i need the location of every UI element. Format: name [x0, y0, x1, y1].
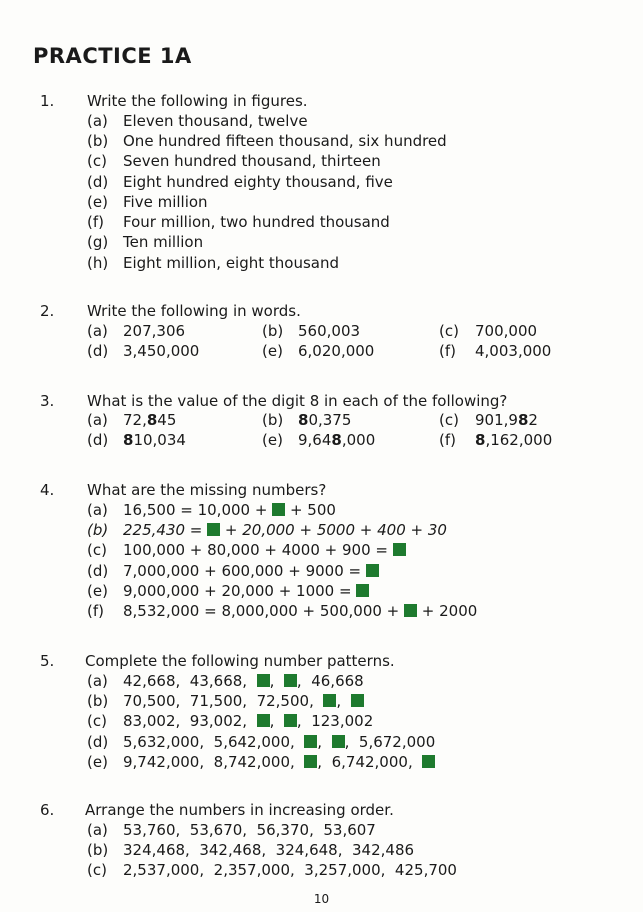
item-text: Eleven thousand, twelve	[123, 112, 308, 130]
answer-box	[304, 735, 317, 748]
item-label: (e)	[87, 753, 108, 771]
answer-box	[207, 523, 220, 536]
item-label: (d)	[87, 342, 109, 360]
page-number: 10	[313, 892, 330, 906]
item-text: 560,003	[298, 322, 361, 340]
item-text: 4,003,000	[475, 342, 552, 360]
list-item	[87, 712, 373, 732]
list-item	[439, 411, 538, 429]
item-label: (a)	[87, 501, 108, 519]
item-text: Four million, two hundred thousand	[123, 213, 390, 231]
question-number: 6.	[40, 801, 55, 819]
answer-box	[393, 543, 406, 556]
item-label: (c)	[87, 712, 107, 730]
item-label: (a)	[87, 411, 108, 429]
highlighted-digit: 8	[475, 431, 486, 449]
item-text: 3,450,000	[123, 342, 200, 360]
list-row	[87, 431, 607, 451]
list-row	[87, 342, 607, 362]
equation-right: + 20,000 + 5000 + 400 + 30	[220, 521, 447, 539]
highlighted-digit: 8	[146, 411, 158, 429]
list-item	[87, 112, 308, 132]
pattern-text: 83,002, 93,002,	[123, 712, 257, 730]
list-item	[87, 501, 336, 521]
number-part: 9,64	[298, 431, 332, 449]
item-text: Eight hundred eighty thousand, five	[123, 173, 393, 191]
equation-left: 100,000 + 80,000 + 4000 + 900 =	[123, 541, 393, 559]
item-label: (c)	[87, 861, 107, 879]
pattern-text: , 46,668	[296, 672, 364, 690]
number-part: ,000	[341, 431, 376, 449]
list-item	[87, 213, 390, 233]
pattern-text: , 6,742,000,	[317, 753, 423, 771]
list-item	[87, 753, 435, 773]
question-prompt: Complete the following number patterns.	[85, 652, 395, 670]
item-label: (b)	[87, 132, 109, 150]
item-text: 324,468, 342,468, 324,648, 342,486	[123, 841, 415, 859]
number-part: 45	[157, 411, 177, 429]
question-number: 4.	[40, 481, 55, 499]
question-prompt: What are the missing numbers?	[87, 481, 327, 499]
pattern-text: 5,632,000, 5,642,000,	[123, 733, 305, 751]
item-label: (e)	[87, 582, 108, 600]
item-text: 2,537,000, 2,357,000, 3,257,000, 425,700	[123, 861, 457, 879]
item-label: (a)	[87, 112, 108, 130]
answer-box	[351, 694, 364, 707]
item-text: Ten million	[123, 233, 204, 251]
list-item	[87, 342, 199, 360]
list-item	[87, 173, 393, 193]
number-part: 0,375	[308, 411, 352, 429]
list-item	[87, 562, 379, 582]
list-item	[87, 582, 369, 602]
list-item	[262, 431, 375, 449]
pattern-text: , 5,672,000	[344, 733, 436, 751]
question-prompt: Arrange the numbers in increasing order.	[85, 801, 394, 819]
item-label: (b)	[87, 692, 109, 710]
question-number: 5.	[40, 652, 55, 670]
answer-box	[284, 714, 297, 727]
item-label: (c)	[87, 152, 107, 170]
answer-box	[332, 735, 345, 748]
list-item	[87, 254, 339, 274]
list-item	[439, 342, 551, 360]
list-item	[262, 411, 351, 429]
item-label: (b)	[262, 322, 284, 340]
answer-box	[366, 564, 379, 577]
pattern-text: , 123,002	[296, 712, 374, 730]
highlighted-digit: 8	[331, 431, 342, 449]
pattern-text: ,	[269, 712, 284, 730]
page-title: PRACTICE 1A	[33, 44, 192, 68]
item-text: 207,306	[123, 322, 186, 340]
list-item	[87, 132, 447, 152]
item-text: Seven hundred thousand, thirteen	[123, 152, 381, 170]
item-label: (d)	[87, 173, 109, 191]
list-item	[87, 152, 381, 172]
answer-box	[356, 584, 369, 597]
list-item	[87, 431, 186, 449]
list-item	[439, 431, 552, 449]
list-item	[87, 733, 435, 753]
list-item	[439, 322, 537, 340]
question-prompt: Write the following in words.	[87, 302, 301, 320]
item-label: (c)	[87, 541, 107, 559]
item-label: (e)	[262, 431, 283, 449]
answer-box	[257, 674, 270, 687]
pattern-text: ,	[269, 672, 284, 690]
list-item	[87, 692, 364, 712]
item-label: (b)	[87, 521, 109, 539]
item-label: (d)	[87, 431, 109, 449]
item-label: (f)	[439, 431, 456, 449]
answer-box	[284, 674, 297, 687]
item-label: (c)	[439, 322, 459, 340]
item-label: (h)	[87, 254, 109, 272]
list-item	[87, 672, 364, 692]
answer-box	[304, 755, 317, 768]
list-item	[87, 821, 376, 841]
list-item	[87, 841, 414, 861]
equation-left: 9,000,000 + 20,000 + 1000 =	[123, 582, 357, 600]
number-part: 10,034	[133, 431, 186, 449]
number-part: ,162,000	[485, 431, 553, 449]
highlighted-digit: 8	[517, 411, 529, 429]
equation-left: 225,430 =	[123, 521, 208, 539]
answer-box	[272, 503, 285, 516]
question-prompt: Write the following in figures.	[87, 92, 308, 110]
question-prompt: What is the value of the digit 8 in each of the following?	[87, 392, 508, 410]
list-item	[262, 342, 374, 360]
item-label: (g)	[87, 233, 109, 251]
pattern-text: ,	[336, 692, 351, 710]
item-label: (b)	[262, 411, 284, 429]
list-item	[262, 322, 360, 340]
item-label: (e)	[87, 193, 108, 211]
list-row	[87, 322, 607, 342]
item-text: 700,000	[475, 322, 538, 340]
list-item	[87, 411, 176, 429]
list-item	[87, 521, 447, 541]
answer-box	[422, 755, 435, 768]
highlighted-digit: 8	[123, 431, 134, 449]
list-row	[87, 411, 607, 431]
list-item	[87, 322, 185, 340]
item-label: (f)	[87, 602, 104, 620]
pattern-text: 9,742,000, 8,742,000,	[123, 753, 305, 771]
list-item	[87, 193, 208, 213]
answer-box	[323, 694, 336, 707]
list-item	[87, 541, 406, 561]
item-text: Five million	[123, 193, 208, 211]
list-item	[87, 861, 457, 881]
pattern-text: 42,668, 43,668,	[123, 672, 257, 690]
item-text: One hundred fifteen thousand, six hundred	[123, 132, 447, 150]
item-label: (d)	[87, 562, 109, 580]
equation-right: + 2000	[417, 602, 478, 620]
item-label: (c)	[439, 411, 459, 429]
question-number: 1.	[40, 92, 55, 110]
list-item	[87, 233, 203, 253]
answer-box	[257, 714, 270, 727]
item-label: (d)	[87, 733, 109, 751]
number-part: 72,	[123, 411, 147, 429]
item-text: 53,760, 53,670, 56,370, 53,607	[123, 821, 376, 839]
equation-left: 7,000,000 + 600,000 + 9000 =	[123, 562, 366, 580]
item-text: 6,020,000	[298, 342, 375, 360]
pattern-text: ,	[317, 733, 332, 751]
item-label: (a)	[87, 322, 108, 340]
item-text: Eight million, eight thousand	[123, 254, 340, 272]
item-label: (f)	[87, 213, 104, 231]
question-number: 3.	[40, 392, 55, 410]
item-label: (f)	[439, 342, 456, 360]
equation-left: 16,500 = 10,000 +	[123, 501, 273, 519]
answer-box	[404, 604, 417, 617]
question-number: 2.	[40, 302, 55, 320]
pattern-text: 70,500, 71,500, 72,500,	[123, 692, 324, 710]
list-item	[87, 602, 477, 622]
number-part: 2	[528, 411, 538, 429]
item-label: (a)	[87, 821, 108, 839]
number-part: 901,9	[475, 411, 518, 429]
equation-right: + 500	[285, 501, 336, 519]
highlighted-digit: 8	[298, 411, 309, 429]
equation-left: 8,532,000 = 8,000,000 + 500,000 +	[123, 602, 405, 620]
item-label: (b)	[87, 841, 109, 859]
item-label: (a)	[87, 672, 108, 690]
item-label: (e)	[262, 342, 283, 360]
